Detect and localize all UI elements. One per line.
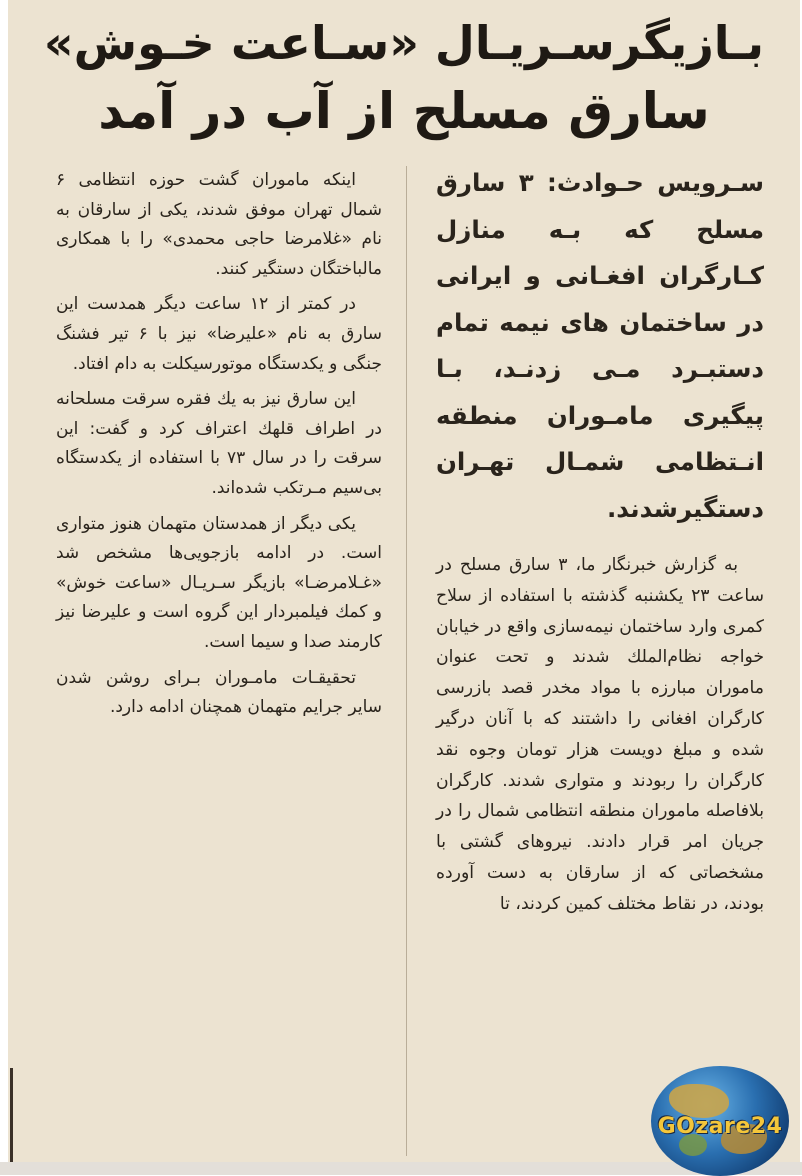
headline-line-2: سارق مسلح از آب در آمد [98,82,710,140]
article-paragraph: این سارق نیز به یك فقره سرقت مسلحانه در اطراف قلهك اعتراف کرد و گفت: این سرقت را در سال ۷۳ با استفاده از یکدستگاه بی‌سیم مـرتکب شده‌اند. [56,389,382,498]
article-paragraph: تحقیقـات مامـوران بـرای روشن شدن سایر جرایم متهمان همچنان ادامه دارد. [56,667,382,718]
article-paragraph: در کمتر از ۱۲ ساعت دیگر همدست این سارق به نام «علیرضا» نیز با ۶ تیر فشنگ جنگی و یکدستگاه موتورسیکلت به دام افتاد. [56,294,382,374]
right-column [436,160,764,922]
column-divider [406,166,407,1156]
newspaper-clipping [8,0,800,1162]
article-lede: سـرویس حـوادث: ۳ سارق مسلح که بـه منازل کـارگران افغـانی و ایرانی در ساختمان های نیمه تمام دستبـرد مـی زدنـد، بـا پیگیری مامـوران منطقه انـتظامی شمـال تهـران دستگیرشدند. [436,168,764,523]
left-column [56,166,382,729]
page-edge-line [10,1068,13,1162]
watermark-logo-text: GOzare24 [657,1114,783,1139]
globe-icon [651,1066,789,1176]
article-paragraph: یکی دیگر از همدستان متهمان هنوز متواری است. در ادامه بازجویی‌ها مشخص شد «غـلامرضـا» بازیگر سـریـال «ساعت خوش» و کمك فیلمبردار این گروه است و علیرضا نیز کارمند صدا و سیما است. [56,513,382,652]
article-paragraph: اینکه ماموران گشت حوزه انتظامی ۶ شمال تهران موفق شدند، یکی از سارقان به نام «غلامرضا حاجی محمدی» را با همکاری مالباختگان دستگیر کنند. [56,170,382,279]
globe-landmass [669,1084,729,1118]
article-paragraph: به گزارش خبرنگار ما، ۳ سارق مسلح در ساعت ۲۳ یکشنبه گذشته با استفاده از سلاح کمری وارد ساختمان نیمه‌سازی واقع در خیابان خواجه نظام‌الملك شدند و تحت عنوان ماموران مبارزه با مواد مخدر قصد بازرسی کارگران افغانی را داشتند که با آنان درگیر شده و مبلغ دویست هزار تومان وجوه نقد کارگران را ربودند و متواری شدند. کارگران بلافاصله ماموران منطقه انتظامی شمال را در جریان امر قرار دادند. نیروهای گشتی با مشخصاتی که از سارقان به دست آورده بودند، در نقاط مختلف کمین کردند، تا [436,555,764,914]
headline-line-1: بـازیگرسـریـال «سـاعت خـوش» [43,16,765,70]
